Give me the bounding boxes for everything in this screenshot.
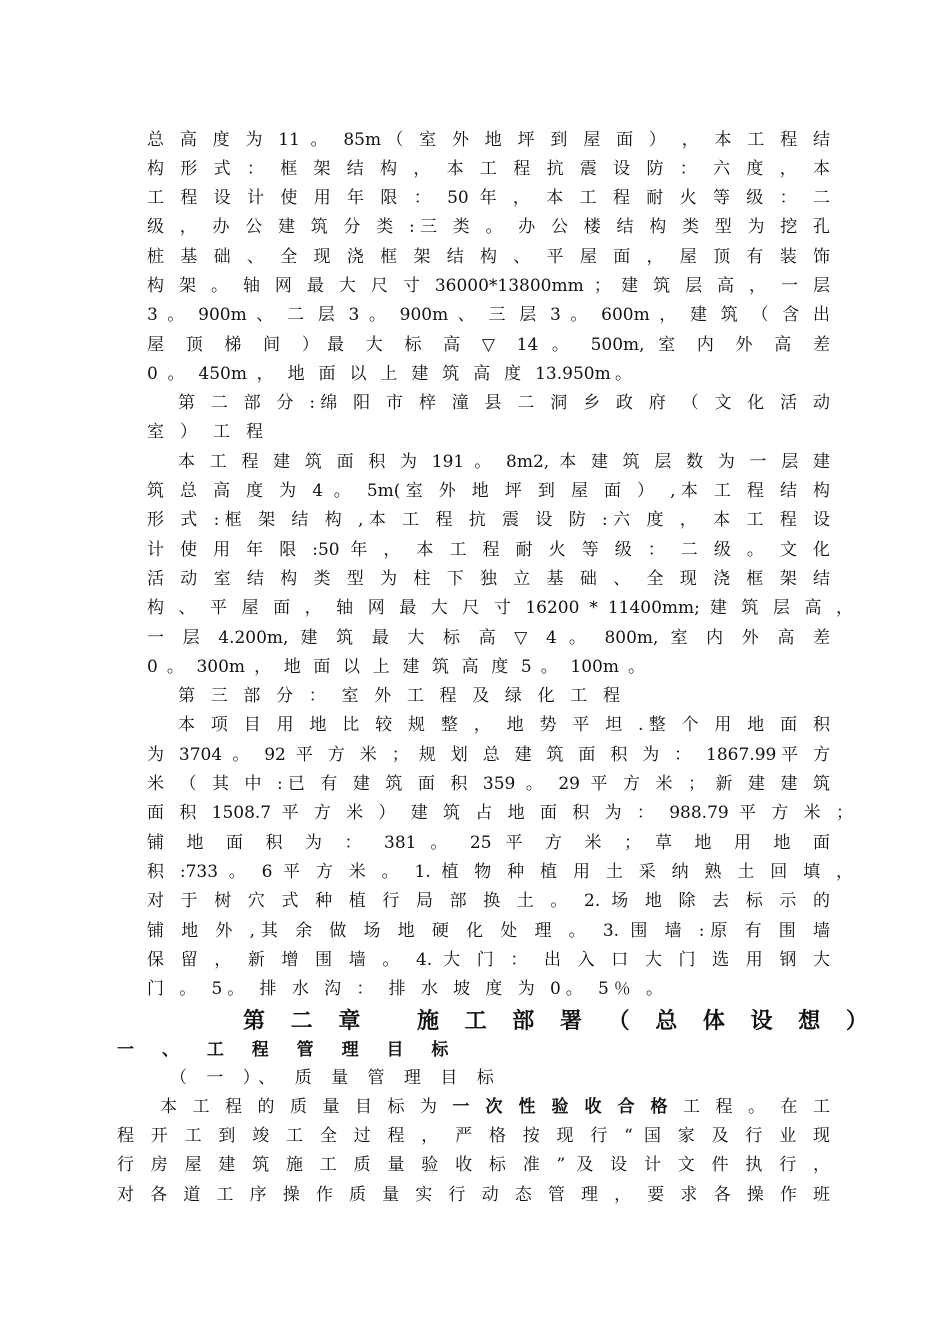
- text-line: 铺 地 外 ,其 余 做 场 地 硬 化 处 理 。 3. 围 墙 :原 有 围 墙: [147, 921, 830, 941]
- text-line: 筑 总 高 度 为 4 。 5m(室 外 地 坪 到 屋 面 ） ,本 工 程 结 构: [147, 481, 830, 501]
- section-title: 一 、 工 程 管 理 目 标: [117, 1040, 460, 1060]
- text-line: 构 、 平 屋 面 ， 轴 网 最 大 尺 寸 16200 * 11400mm; 建 筑 层 高 ，: [147, 598, 853, 618]
- chapter-title: 第 二 章 施 工 部 署 （ 总 体 设 想 ）: [243, 1009, 877, 1034]
- goal-text-post: 工 程 。 在 工: [672, 1097, 830, 1117]
- text-line: 3 。 900m 、 二 层 3 。 900m 、 三 层 3 。 600m ， 建 筑 （ 含 出: [147, 305, 830, 325]
- goal-paragraph-line: [160, 1096, 830, 1118]
- text-line: 屋 顶 梯 间 ）最 大 标 高 ▽ 14 。 500m, 室 内 外 高 差: [147, 335, 830, 355]
- text-line: 保 留 ， 新 增 围 墙 。 4. 大 门 ： 出 入 口 大 门 选 用 钢 大: [147, 950, 830, 970]
- part-heading: 第 二 部 分 :绵 阳 市 梓 潼 县 二 洞 乡 政 府 （ 文 化 活 动: [178, 393, 830, 413]
- text-line: 对 于 树 穴 式 种 植 行 局 部 换 土 。 2. 场 地 除 去 标 示 的: [147, 891, 830, 911]
- text-line: 构 形 式 ： 框 架 结 构 ， 本 工 程 抗 震 设 防 ： 六 度 ， 本: [147, 159, 830, 179]
- text-line: 0 。 300m ， 地 面 以 上 建 筑 高 度 5 。 100m 。: [147, 657, 645, 677]
- subsection-title: （ 一 ）、 质 量 管 理 目 标: [170, 1068, 501, 1088]
- text-line: 米 （ 其 中 :已 有 建 筑 面 积 359 。 29 平 方 米 ； 新 建 建 筑: [147, 774, 830, 794]
- part-heading-cont: 室 ） 工 程: [147, 422, 263, 442]
- text-line: 面 积 1508.7 平 方 米 ） 建 筑 占 地 面 积 为 ： 988.79 平 方 米 ；: [147, 803, 853, 823]
- text-line: 工 程 设 计 使 用 年 限 ： 50 年 ， 本 工 程 耐 火 等 级 ： 二: [147, 188, 830, 208]
- text-line: 对 各 道 工 序 操 作 质 量 实 行 动 态 管 理 ， 要 求 各 操 作 班: [117, 1185, 830, 1205]
- text-line: 本 项 目 用 地 比 较 规 整 ， 地 势 平 坦 .整 个 用 地 面 积: [178, 715, 830, 735]
- text-line: 一 层 4.200m, 建 筑 最 大 标 高 ▽ 4 。 800m, 室 内 外 高 差: [147, 628, 830, 648]
- text-line: 铺 地 面 积 为 ： 381 。 25 平 方 米 ； 草 地 用 地 面: [147, 833, 830, 853]
- goal-text-pre: 本 工 程 的 质 量 目 标 为: [160, 1097, 453, 1117]
- text-line: 行 房 屋 建 筑 施 工 质 量 验 收 标 准 ” 及 设 计 文 件 执 行 ，: [117, 1155, 830, 1175]
- part-heading: 第 三 部 分 ： 室 外 工 程 及 绿 化 工 程: [178, 686, 620, 706]
- text-line: 活 动 室 结 构 类 型 为 柱 下 独 立 基 础 、 全 现 浇 框 架 结: [147, 569, 830, 589]
- text-line: 为 3704 。 92 平 方 米 ； 规 划 总 建 筑 面 积 为 ： 1867.99平 方: [147, 745, 830, 765]
- text-line: 程 开 工 到 竣 工 全 过 程 ， 严 格 按 现 行 “ 国 家 及 行 业 现: [117, 1126, 830, 1146]
- text-line: 形 式 :框 架 结 构 ,本 工 程 抗 震 设 防 :六 度 ， 本 工 程 设: [147, 510, 830, 530]
- text-line: 本 工 程 建 筑 面 积 为 191 。 8m2, 本 建 筑 层 数 为 一 层 建: [178, 452, 830, 472]
- text-line: 门 。 5。 排 水 沟 ： 排 水 坡 度 为 0。 5％ 。: [147, 979, 663, 999]
- goal-text-bold: 一 次 性 验 收 合 格: [452, 1097, 673, 1117]
- text-line: 桩 基 础 、 全 现 浇 框 架 结 构 、 平 屋 面 ， 屋 顶 有 装 饰: [147, 247, 830, 267]
- text-line: 计 使 用 年 限 :50 年 ， 本 工 程 耐 火 等 级 ： 二 级 。 文 化: [147, 540, 830, 560]
- text-line: 级 ， 办 公 建 筑 分 类 :三 类 。 办 公 楼 结 构 类 型 为 挖 孔: [147, 217, 830, 237]
- text-line: 构 架 。 轴 网 最 大 尺 寸 36000*13800mm ； 建 筑 层 高 ， 一 层: [147, 276, 830, 296]
- text-line: 积 :733 。 6 平 方 米 。 1. 植 物 种 植 用 土 采 纳 熟 土 回 填 ，: [147, 862, 853, 882]
- text-line: 0 。 450m ， 地 面 以 上 建 筑 高 度 13.950m。: [147, 364, 632, 384]
- text-line: 总 高 度 为 11 。 85m（ 室 外 地 坪 到 屋 面 ） ， 本 工 程 结: [147, 130, 830, 150]
